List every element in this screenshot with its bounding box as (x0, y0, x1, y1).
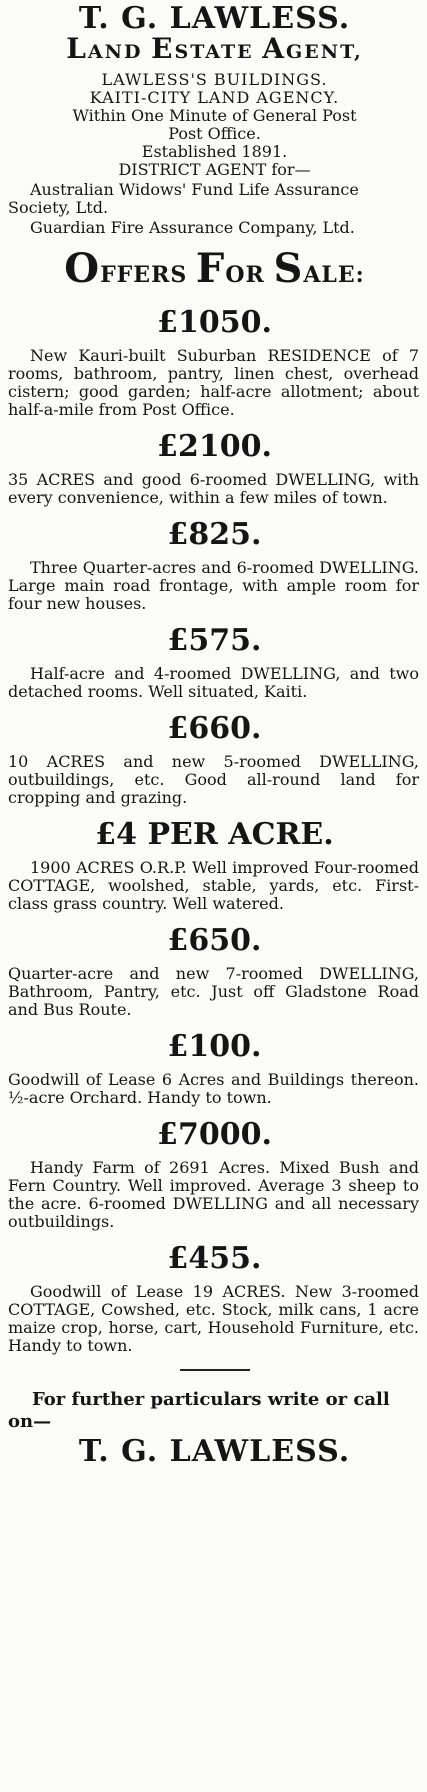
agent-role-heading (8, 32, 421, 65)
offers-for-sale-heading (8, 245, 421, 295)
agent-name-heading: T. G. LAWLESS. (78, 1, 351, 36)
listing-price: £1050. (157, 305, 272, 340)
role-cap-1: L (66, 32, 88, 65)
listing (8, 517, 421, 613)
listing-price: £650. (167, 923, 262, 958)
agency-australian-widows: Australian Widows' Fund Life Assurance Society, Ltd. (8, 180, 359, 217)
role-word-3: GENT, (286, 41, 363, 63)
listing-price: £100. (167, 1029, 262, 1064)
offers-cap-2: F (195, 245, 226, 292)
role-cap-3: A (262, 32, 286, 65)
listing-description: Three Quarter-acres and 6-roomed DWELLING. Large main road frontage, with ample room for four new houses. (8, 558, 419, 613)
listing (8, 1241, 421, 1355)
offers-cap-1: O (64, 245, 101, 292)
listing (8, 817, 421, 913)
minute-line-1: Within One Minute of General Post (72, 106, 357, 125)
listing-description: 1900 ACRES O.R.P. Well improved Four-roomed COTTAGE, woolshed, stable, yards, etc. First-class grass country. Well watered. (8, 858, 419, 913)
divider-rule (180, 1369, 250, 1371)
listing (8, 1029, 421, 1107)
listing (8, 429, 421, 507)
agency-line: KAITI-CITY LAND AGENCY. (89, 88, 340, 107)
minute-line-2: Post Office. (168, 124, 261, 143)
listing-price: £575. (167, 623, 262, 658)
listing-price: £660. (167, 711, 262, 746)
listing-description: Quarter-acre and new 7-roomed DWELLING, Bathroom, Pantry, etc. Just off Gladstone Road and Bus Route. (8, 964, 419, 1019)
listing (8, 305, 421, 419)
listing (8, 623, 421, 701)
role-word-1: AND (87, 41, 143, 63)
listing-price: £4 PER ACRE. (95, 817, 334, 852)
agency-guardian-fire: Guardian Fire Assurance Company, Ltd. (30, 218, 355, 237)
listing (8, 711, 421, 807)
listing-price: £2100. (157, 429, 272, 464)
offers-word-3: ALE: (303, 262, 365, 288)
role-word-2: STATE (174, 41, 254, 63)
offers-word-1: FFERS (100, 262, 188, 288)
offers-word-2: OR (225, 262, 265, 288)
established-line: Established 1891. (141, 142, 288, 161)
listing-price: £455. (167, 1241, 262, 1276)
listing-price: £825. (167, 517, 262, 552)
listing-description: Handy Farm of 2691 Acres. Mixed Bush and Fern Country. Well improved. Average 3 sheep to the acre. 6-roomed DWELLING and all necessary outbuildings. (8, 1158, 419, 1231)
listing-description: Goodwill of Lease 19 ACRES. New 3-roomed COTTAGE, Cowshed, etc. Stock, milk cans, 1 acre maize crop, horse, cart, Household Furniture, etc. Handy to town. (8, 1282, 419, 1355)
further-particulars-line: For further particulars write or call on— (8, 1389, 390, 1432)
buildings-line: LAWLESS'S BUILDINGS. (101, 70, 328, 89)
listing-description: Half-acre and 4-roomed DWELLING, and two detached rooms. Well situated, Kaiti. (8, 664, 419, 701)
listing-description: 10 ACRES and new 5-roomed DWELLING, outbuildings, etc. Good all-round land for cropping and grazing. (8, 752, 419, 807)
listing (8, 923, 421, 1019)
footer-agent-name: T. G. LAWLESS. (78, 1434, 351, 1469)
role-cap-2: E (151, 32, 175, 65)
listing-price: £7000. (157, 1117, 272, 1152)
district-agent-line: DISTRICT AGENT for— (118, 160, 311, 179)
listing-description: Goodwill of Lease 6 Acres and Buildings thereon. ½-acre Orchard. Handy to town. (8, 1070, 419, 1107)
listing-description: 35 ACRES and good 6-roomed DWELLING, with every convenience, within a few miles of town. (8, 470, 419, 507)
offers-cap-3: S (273, 245, 304, 292)
listing-description: New Kauri-built Suburban RESIDENCE of 7 rooms, bathroom, pantry, linen chest, overhead cistern; good garden; half-acre allotment; about half-a-mile from Post Office. (8, 346, 419, 419)
listing (8, 1117, 421, 1231)
